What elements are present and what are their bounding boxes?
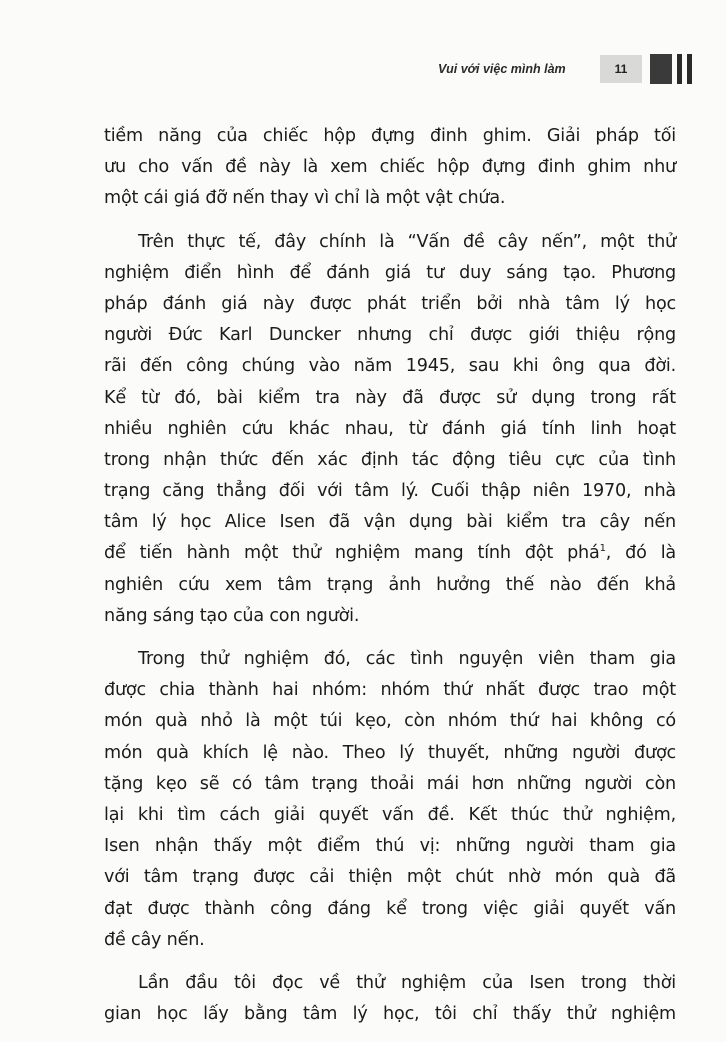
text-line: Lần đầu tôi đọc về thử nghiệm của Isen trong thời [138, 972, 676, 993]
paragraph-3 [104, 644, 676, 956]
text-line: đạt được thành công đáng kể trong việc giải quyết vấn [104, 898, 676, 919]
decorative-bar-block [650, 54, 672, 84]
page-number: 11 [614, 62, 628, 76]
text-line: được chia thành hai nhóm: nhóm thứ nhất được trao một [104, 680, 676, 701]
text-line: với tâm trạng được cải thiện một chút nhờ món quà đã [104, 867, 676, 888]
decorative-bar-thin [677, 54, 682, 84]
text-line: nhiều nghiên cứu khác nhau, từ đánh giá tính linh hoạt [104, 418, 676, 439]
text-line: tâm lý học Alice Isen đã vận dụng bài kiểm tra cây nến [104, 512, 676, 533]
paragraph-1 [104, 121, 676, 215]
text-line: nghiệm điển hình để đánh giá tư duy sáng tạo. Phương [104, 262, 676, 283]
paragraph-4 [104, 968, 676, 1030]
running-title: Vui với việc mình làm [438, 62, 566, 76]
text-line: trong nhận thức đến xác định tác động tiêu cực của tình [104, 449, 676, 470]
page-number-box [600, 55, 642, 83]
text-line: rãi đến công chúng vào năm 1945, sau khi ông qua đời. [104, 356, 676, 377]
footnote-marker: 1 [599, 543, 606, 555]
text-line: Kể từ đó, bài kiểm tra này đã được sử dụng trong rất [104, 387, 676, 408]
page-header [0, 52, 726, 86]
paragraph-2 [104, 227, 676, 632]
text-line: ưu cho vấn đề này là xem chiếc hộp đựng đinh ghim như [104, 157, 676, 178]
body-text [104, 121, 676, 1042]
text-line-with-footnote [104, 538, 676, 569]
text-line: pháp đánh giá này được phát triển bởi nhà tâm lý học [104, 293, 676, 314]
text-line: một cái giá đỡ nến thay vì chỉ là một vật chứa. [104, 188, 506, 209]
text-line: tiềm năng của chiếc hộp đựng đinh ghim. Giải pháp tối [104, 126, 676, 146]
text-line: nghiên cứu xem tâm trạng ảnh hưởng thế nào đến khả [104, 574, 676, 595]
text-line: người Đức Karl Duncker nhưng chỉ được giới thiệu rộng [104, 325, 676, 346]
text-line: lại khi tìm cách giải quyết vấn đề. Kết thúc thử nghiệm, [104, 804, 676, 825]
text-line: trạng căng thẳng đối với tâm lý. Cuối thập niên 1970, nhà [104, 481, 676, 502]
text-line: tặng kẹo sẽ có tâm trạng thoải mái hơn những người còn [104, 773, 676, 794]
text-line: đề cây nến. [104, 929, 205, 950]
text-line: Isen nhận thấy một điểm thú vị: những người tham gia [104, 836, 676, 857]
text-segment: , đó là [605, 543, 676, 564]
text-line: Trong thử nghiệm đó, các tình nguyện viên tham gia [138, 649, 676, 669]
text-line: Trên thực tế, đây chính là “Vấn đề cây nến”, một thử [138, 231, 676, 252]
text-segment: để tiến hành một thử nghiệm mang tính đột phá [104, 543, 600, 564]
decorative-bar-thin [687, 54, 692, 84]
text-line: món quà nhỏ là một túi kẹo, còn nhóm thứ hai không có [104, 711, 676, 732]
text-line: năng sáng tạo của con người. [104, 605, 360, 626]
text-line: món quà khích lệ nào. Theo lý thuyết, những người được [104, 742, 676, 763]
text-line: gian học lấy bằng tâm lý học, tôi chỉ thấy thử nghiệm [104, 1004, 676, 1025]
